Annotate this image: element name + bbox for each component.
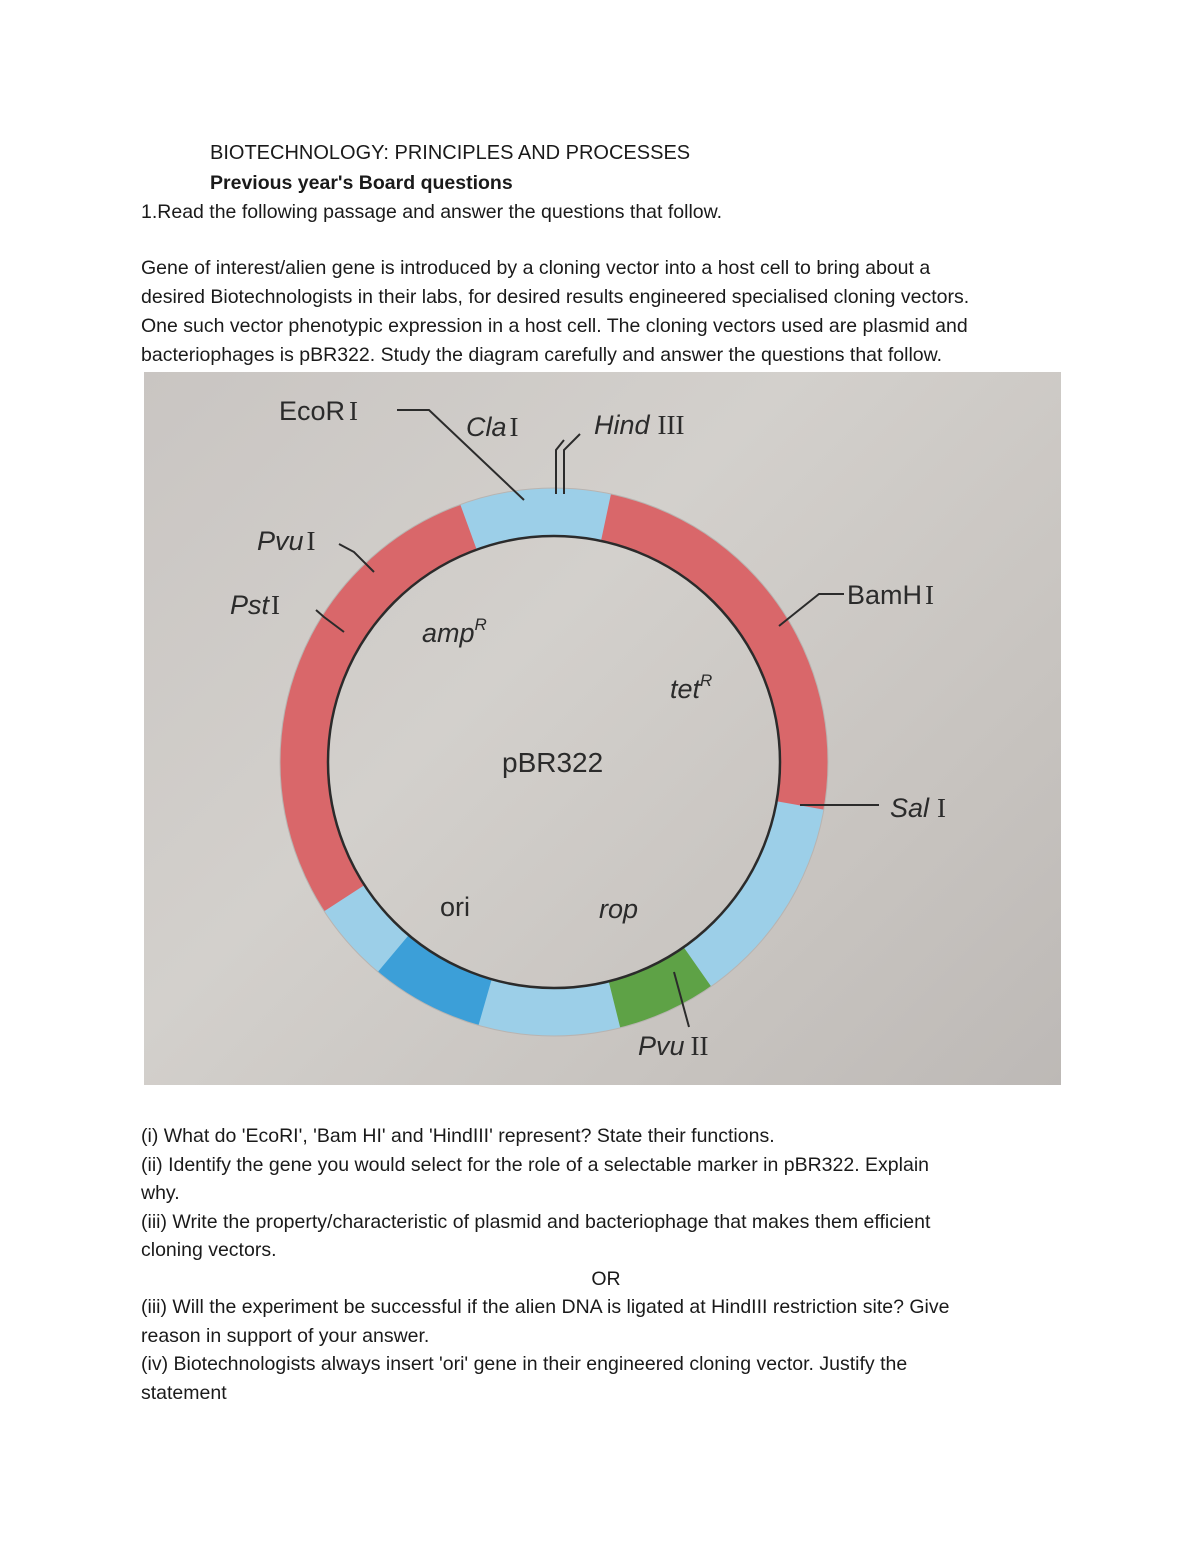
pbr322-diagram-photo	[144, 372, 1061, 1085]
label-ampR: amp$^R$	[422, 615, 487, 648]
segment-ori	[393, 954, 485, 1003]
question-line: (i) What do 'EcoRI', 'Bam HI' and 'HindIII' represent? State their functions.	[141, 1125, 775, 1147]
label-ori: ori	[440, 892, 471, 922]
passage-line: desired Biotechnologists in their labs, for desired results engineered specialised cloning vectors.	[141, 286, 970, 308]
segment-ampR	[304, 527, 468, 898]
label-ecori: EcoR I	[279, 396, 359, 426]
passage-line: bacteriophages is pBR322. Study the diagram carefully and answer the questions that follow.	[141, 344, 943, 366]
question-intro: 1.Read the following passage and answer the questions that follow.	[141, 201, 723, 223]
label-bamhi: BamH I	[847, 580, 935, 610]
questions	[141, 1122, 1071, 1407]
label-clai: Cla I	[466, 412, 519, 442]
label-pvuii: Pvu II	[638, 1031, 709, 1061]
label-psti: PstI	[230, 590, 281, 620]
passage-line: One such vector phenotypic expression in a host cell. The cloning vectors used are plasmid and	[141, 315, 968, 337]
question-line: (iii) Will the experiment be successful if the alien DNA is ligated at HindIII restriction site? Give	[141, 1296, 950, 1318]
pvui-leader	[339, 544, 374, 572]
question-line: cloning vectors.	[141, 1239, 277, 1261]
passage	[141, 254, 1071, 370]
label-hindiii: Hind III	[594, 410, 685, 440]
page-subtitle: Previous year's Board questions	[210, 172, 513, 194]
question-line: reason in support of your answer.	[141, 1324, 430, 1347]
hindiii-leader	[564, 434, 580, 494]
label-pvui: Pvu I	[257, 526, 316, 556]
segment-tetR	[606, 517, 804, 805]
label-sali: Sal I	[890, 793, 947, 823]
question-line: (iv) Biotechnologists always insert 'ori' gene in their engineered cloning vector. Justify the	[141, 1353, 908, 1375]
or-separator: OR	[591, 1267, 621, 1290]
segment-rop	[614, 967, 697, 1005]
label-rop: rop	[599, 894, 639, 924]
question-line: (iii) Write the property/characteristic of plasmid and bacteriophage that makes them efficient	[141, 1210, 931, 1233]
question-line: why.	[141, 1182, 180, 1204]
question-line: (ii) Identify the gene you would select for the role of a selectable marker in pBR322. Explain	[141, 1153, 930, 1176]
passage-line: Gene of interest/alien gene is introduced by a cloning vector into a host cell to bring about a	[141, 257, 931, 279]
plasmid-diagram	[144, 372, 1061, 1085]
label-tetR: tet$^R$	[670, 671, 713, 704]
question-line: statement	[141, 1381, 227, 1404]
label-plasmid-name: pBR322	[502, 747, 604, 778]
clai-leader	[556, 440, 564, 494]
page-title: BIOTECHNOLOGY: PRINCIPLES AND PROCESSES	[210, 142, 691, 164]
